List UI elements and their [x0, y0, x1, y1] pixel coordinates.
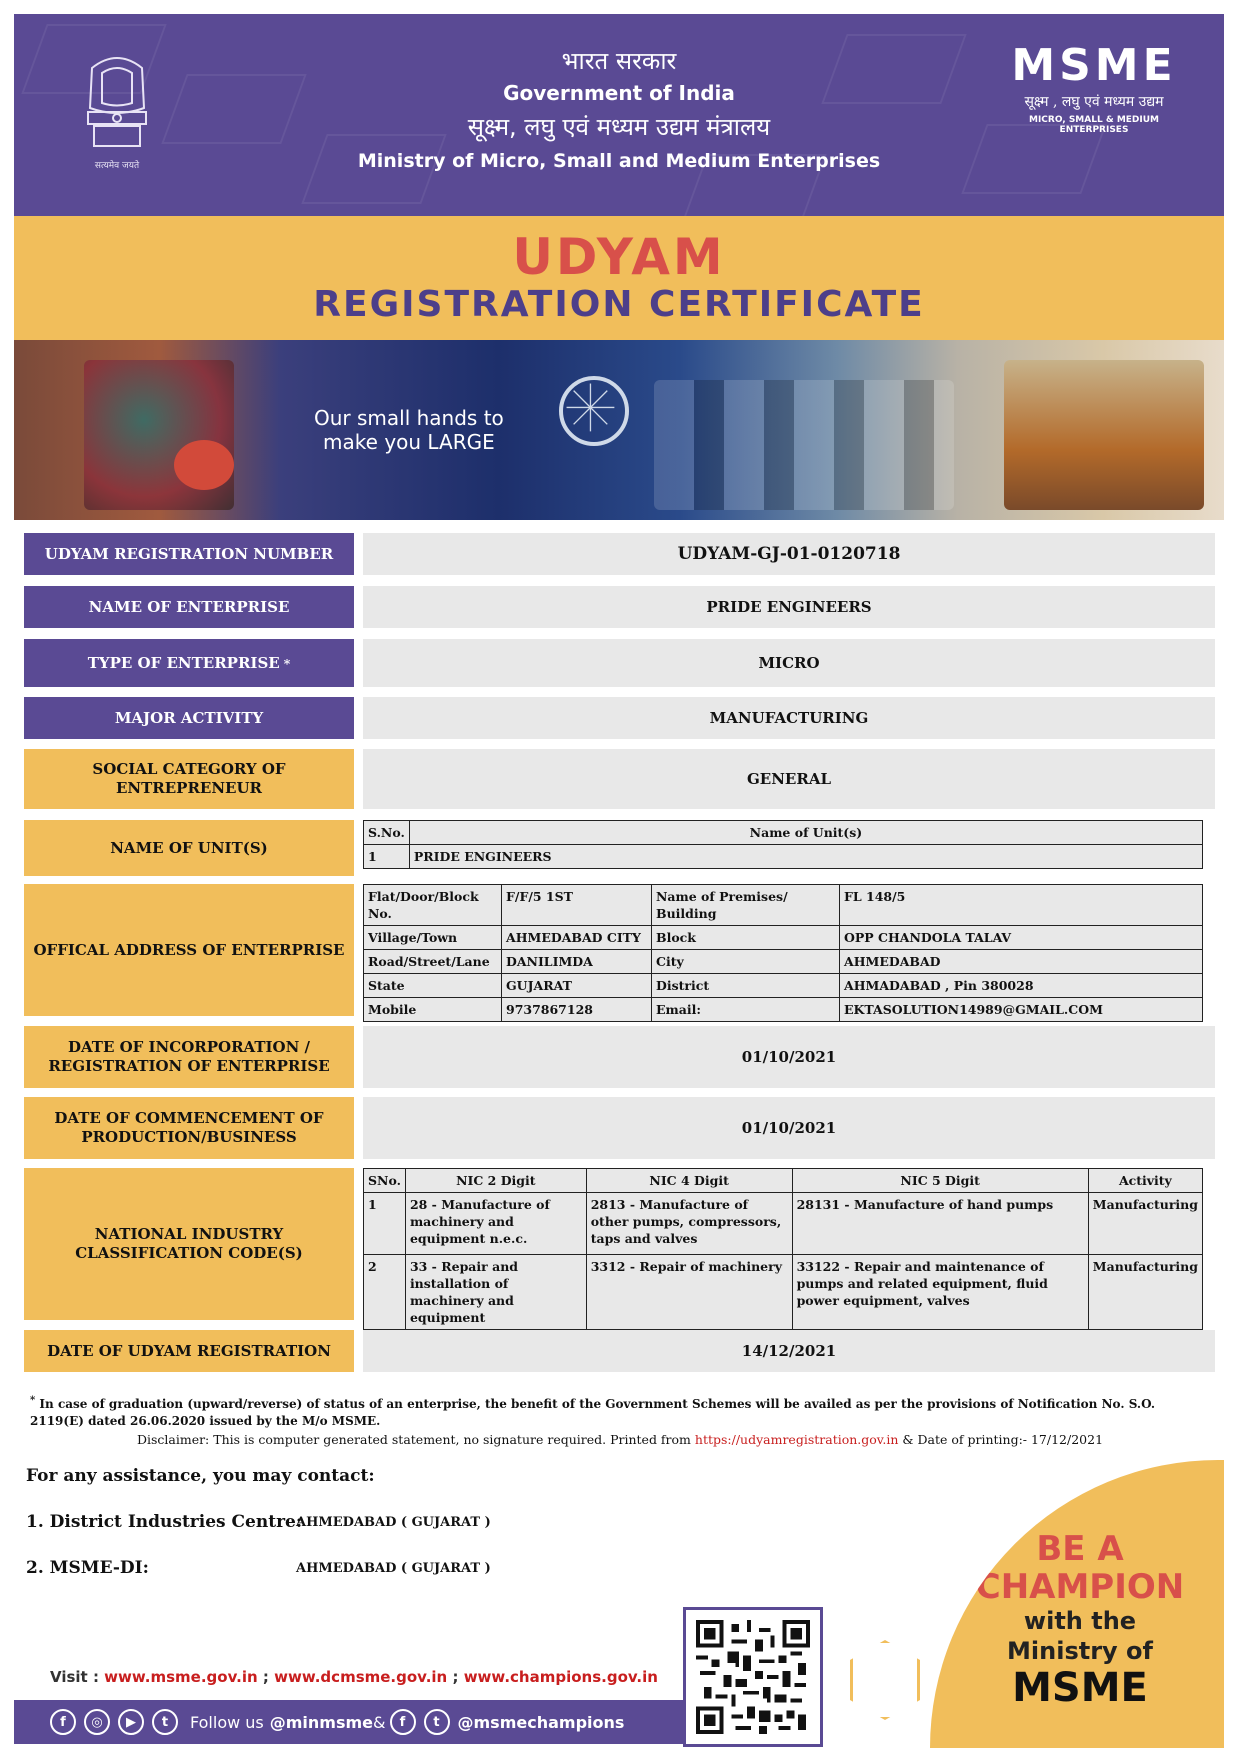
banner-tagline-2: make you LARGE [323, 430, 495, 454]
disclaimer-text: Disclaimer: This is computer generated statement, no signature required. Printed from [136, 1432, 695, 1447]
banner-tagline-1: Our small hands to [314, 406, 504, 430]
emblem-motto: सत्यमेव जयते [94, 161, 140, 171]
header-hindi-ministry: सूक्ष्म, लघु एवं मध्यम उद्यम मंत्रालय [467, 113, 771, 141]
title-band [14, 216, 1224, 340]
address-cell: AHMADABAD , Pin 380028 [840, 974, 1203, 998]
udyam-date-label: DATE OF UDYAM REGISTRATION [24, 1330, 354, 1372]
table-row [364, 950, 1203, 974]
nic-cell: 33122 - Repair and maintenance of pumps and related equipment, fluid power equipment, valves [792, 1255, 1088, 1330]
champion-line4: Ministry of [1007, 1637, 1153, 1665]
msme-logo-sub: MICRO, SMALL & MEDIUM ENTERPRISES [1028, 115, 1160, 135]
dic-label: 1. District Industries Centre: [26, 1512, 303, 1532]
msme-logo-word: MSME [1011, 40, 1177, 91]
painted-pot [174, 440, 234, 490]
units-cell: 1 [364, 845, 410, 869]
footnote [30, 1392, 1210, 1430]
nic-cell: 28131 - Manufacture of hand pumps [792, 1193, 1088, 1255]
nic-header: SNo. [364, 1169, 406, 1193]
address-cell: 9737867128 [502, 998, 652, 1022]
facebook-icon[interactable]: f [50, 1709, 76, 1735]
champion-line2: CHAMPION [975, 1567, 1185, 1607]
visit-links: Visit : www.msme.gov.in ; www.dcmsme.gov.in ; www.champions.gov.in [50, 1668, 658, 1686]
title-registration-certificate: REGISTRATION CERTIFICATE [313, 284, 925, 325]
major-activity-label: MAJOR ACTIVITY [24, 697, 354, 739]
header-ministry: Ministry of Micro, Small and Medium Enterprises [357, 150, 881, 172]
enterprise-type-value: MICRO [363, 639, 1215, 687]
assistance-heading: For any assistance, you may contact: [26, 1466, 375, 1486]
address-cell: EKTASOLUTION14989@GMAIL.COM [840, 998, 1203, 1022]
incorporation-date-value: 01/10/2021 [363, 1026, 1215, 1088]
link-dcmsme[interactable]: www.dcmsme.gov.in [274, 1668, 448, 1686]
footnote-asterisk: * [30, 1395, 36, 1406]
msmedi-label: 2. MSME-DI: [26, 1558, 149, 1578]
type-asterisk: * [283, 655, 291, 671]
nic-cell: Manufacturing [1088, 1193, 1202, 1255]
table-row [364, 926, 1203, 950]
address-cell: AHMEDABAD CITY [502, 926, 652, 950]
address-cell: Mobile [364, 998, 502, 1022]
address-cell: Email: [652, 998, 840, 1022]
nic-table [363, 1168, 1203, 1330]
address-table [363, 884, 1203, 1022]
address-cell: District [652, 974, 840, 998]
footnote-text: In case of graduation (upward/reverse) of status of an enterprise, the benefit of the Government Schemes will be availed as per the provisions of Notification No. S.O. 2119(E) dated 26.06.2020 issued by the M/o MSME. [30, 1397, 1156, 1428]
address-cell: OPP CHANDOLA TALAV [840, 926, 1203, 950]
msme-logo [994, 40, 1194, 144]
commencement-date-value: 01/10/2021 [363, 1097, 1215, 1159]
visit-label: Visit : [50, 1668, 105, 1686]
farmers-machine [1004, 360, 1204, 510]
table-row [364, 885, 1203, 926]
incorporation-date-label: DATE OF INCORPORATION / REGISTRATION OF ENTERPRISE [24, 1026, 354, 1088]
table-row [364, 845, 1203, 869]
nic-cell: 2813 - Manufacture of other pumps, compressors, taps and valves [586, 1193, 792, 1255]
disclaimer-date: & Date of printing:- 17/12/2021 [898, 1432, 1104, 1447]
units-header-name: Name of Unit(s) [409, 821, 1202, 845]
table-row [364, 998, 1203, 1022]
disclaimer [0, 1432, 1240, 1447]
nic-label: NATIONAL INDUSTRY CLASSIFICATION CODE(S) [24, 1168, 354, 1320]
nic-header: Activity [1088, 1169, 1202, 1193]
facebook-icon[interactable]: f [390, 1709, 416, 1735]
enterprise-name-label: NAME OF ENTERPRISE [24, 586, 354, 628]
social-category-value: GENERAL [363, 749, 1215, 809]
nic-cell: 28 - Manufacture of machinery and equipment n.e.c. [405, 1193, 586, 1255]
title-udyam: UDYAM [512, 228, 726, 286]
udyam-date-value: 14/12/2021 [363, 1330, 1215, 1372]
reg-number-label: UDYAM REGISTRATION NUMBER [24, 533, 354, 575]
handle-minmsme[interactable]: @minmsme [269, 1712, 374, 1732]
nic-header: NIC 5 Digit [792, 1169, 1088, 1193]
address-cell: Village/Town [364, 926, 502, 950]
qr-code-icon [696, 1620, 810, 1734]
nic-cell: 33 - Repair and installation of machinery and equipment [405, 1255, 586, 1330]
address-cell: DANILIMDA [502, 950, 652, 974]
disclaimer-link[interactable]: https://udyamregistration.gov.in [694, 1432, 899, 1447]
enterprise-type-label-text: TYPE OF ENTERPRISE [87, 653, 280, 672]
nic-cell: Manufacturing [1088, 1255, 1202, 1330]
nic-cell: 1 [364, 1193, 406, 1255]
twitter-icon[interactable]: t [424, 1709, 450, 1735]
champion-line3: with the [1023, 1607, 1137, 1635]
units-cell: PRIDE ENGINEERS [409, 845, 1202, 869]
msme-logo-hindi: सूक्ष्म , लघु एवं मध्यम उद्यम [1024, 94, 1164, 110]
banner-image [14, 340, 1224, 520]
dic-value: AHMEDABAD ( GUJARAT ) [296, 1515, 491, 1530]
address-cell: City [652, 950, 840, 974]
chakra-icon [559, 376, 629, 446]
banner-tagline [314, 406, 504, 454]
handle-msmechampions[interactable]: @msmechampions [457, 1712, 625, 1732]
nic-table-wrap [363, 1168, 1215, 1330]
table-row [364, 1255, 1203, 1330]
address-cell: F/F/5 1ST [502, 885, 652, 926]
address-cell: State [364, 974, 502, 998]
nic-header: NIC 4 Digit [586, 1169, 792, 1193]
units-table [363, 820, 1203, 869]
enterprise-type-label [24, 639, 354, 687]
units-header-sno: S.No. [364, 821, 410, 845]
social-follow-bar: f ◎ ▶ t Follow us @minmsme & f t @msmechampions [14, 1700, 684, 1744]
office-workers [654, 380, 954, 510]
nic-cell: 3312 - Repair of machinery [586, 1255, 792, 1330]
units-table-wrap [363, 820, 1215, 869]
address-cell: Flat/Door/Block No. [364, 885, 502, 926]
address-cell: GUJARAT [502, 974, 652, 998]
major-activity-value: MANUFACTURING [363, 697, 1215, 739]
table-row [364, 1193, 1203, 1255]
link-champions[interactable]: www.champions.gov.in [463, 1668, 658, 1686]
address-cell: AHMEDABAD [840, 950, 1203, 974]
address-cell: FL 148/5 [840, 885, 1203, 926]
msmedi-value: AHMEDABAD ( GUJARAT ) [296, 1561, 491, 1576]
champion-line1: BE A [1036, 1529, 1124, 1569]
header-banner [14, 14, 1224, 216]
hexagon-decoration [850, 1640, 920, 1720]
units-label: NAME OF UNIT(S) [24, 820, 354, 876]
champion-line5: MSME [1012, 1665, 1148, 1711]
link-msme[interactable]: www.msme.gov.in [104, 1668, 258, 1686]
header-gov: Government of India [503, 81, 735, 105]
address-cell: Name of Premises/ Building [652, 885, 840, 926]
address-cell: Road/Street/Lane [364, 950, 502, 974]
nic-cell: 2 [364, 1255, 406, 1330]
address-table-wrap [363, 884, 1215, 1022]
qr-code[interactable] [683, 1607, 823, 1747]
reg-number-value: UDYAM-GJ-01-0120718 [363, 533, 1215, 575]
youtube-icon[interactable]: ▶ [118, 1709, 144, 1735]
address-label: OFFICAL ADDRESS OF ENTERPRISE [24, 884, 354, 1016]
social-category-label: SOCIAL CATEGORY OF ENTREPRENEUR [24, 749, 354, 809]
instagram-icon[interactable]: ◎ [84, 1709, 110, 1735]
champion-badge [930, 1460, 1224, 1748]
header-hindi-gov: भारत सरकार [561, 47, 677, 75]
twitter-icon[interactable]: t [152, 1709, 178, 1735]
commencement-date-label: DATE OF COMMENCEMENT OF PRODUCTION/BUSINESS [24, 1097, 354, 1159]
table-row [364, 974, 1203, 998]
address-cell: Block [652, 926, 840, 950]
follow-us-text: Follow us [190, 1712, 264, 1732]
nic-header: NIC 2 Digit [405, 1169, 586, 1193]
enterprise-name-value: PRIDE ENGINEERS [363, 586, 1215, 628]
